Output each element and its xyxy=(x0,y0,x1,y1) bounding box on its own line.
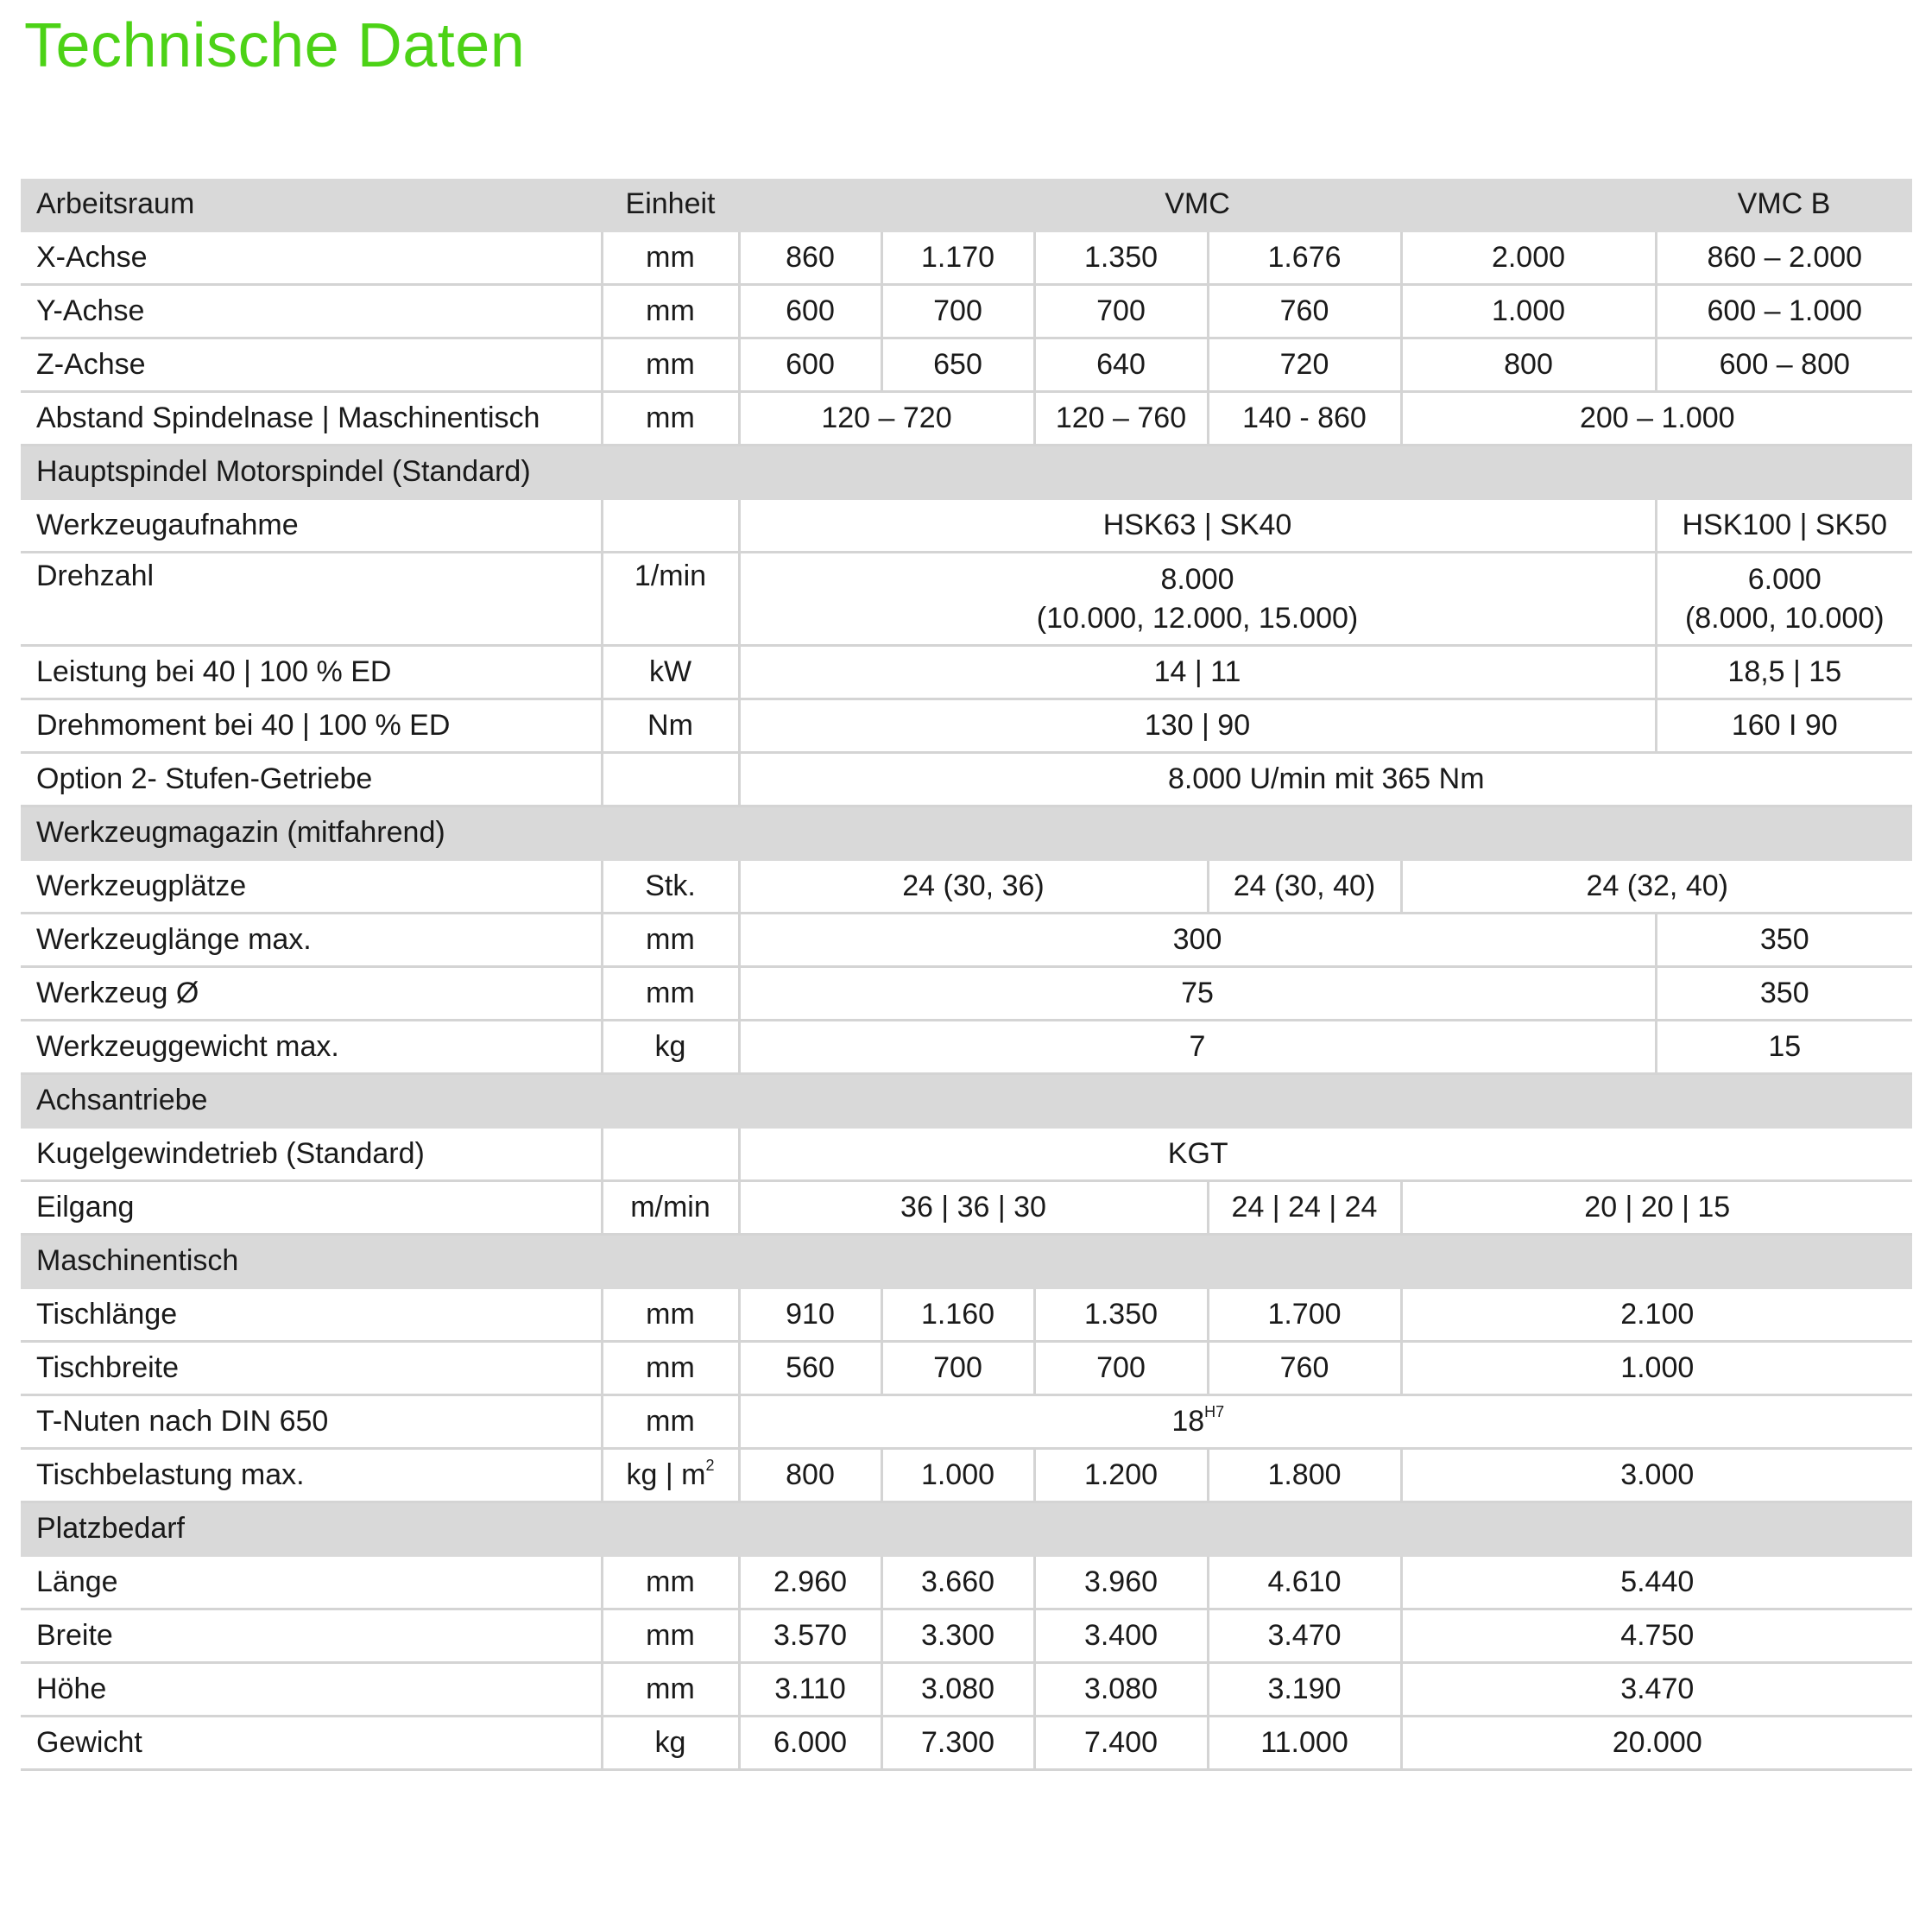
row-label: Drehmoment bei 40 | 100 % ED xyxy=(21,699,602,753)
page-title: Technische Daten xyxy=(24,11,526,80)
cell: 160 I 90 xyxy=(1656,699,1912,753)
cell: 1.000 xyxy=(1401,1342,1912,1395)
cell-superscript: H7 xyxy=(1204,1403,1225,1421)
row-label: Abstand Spindelnase | Maschinentisch xyxy=(21,392,602,446)
row-label: Werkzeug Ø xyxy=(21,967,602,1021)
row-unit: mm xyxy=(602,1395,739,1449)
row-label: Werkzeugplätze xyxy=(21,860,602,914)
section-title: Platzbedarf xyxy=(21,1502,1912,1556)
header-label: Arbeitsraum xyxy=(21,179,602,231)
cell: 6.000 xyxy=(739,1717,881,1770)
section-title: Achsantriebe xyxy=(21,1074,1912,1128)
row-unit: kg xyxy=(602,1021,739,1074)
unit-text: kg | m xyxy=(626,1458,706,1492)
cell: 3.960 xyxy=(1034,1556,1208,1609)
row-unit: mm xyxy=(602,1288,739,1342)
row-unit: mm xyxy=(602,392,739,446)
cell: 7.400 xyxy=(1034,1717,1208,1770)
cell: 120 – 760 xyxy=(1034,392,1208,446)
row-label: Option 2- Stufen-Getriebe xyxy=(21,753,602,806)
section-title: Hauptspindel Motorspindel (Standard) xyxy=(21,446,1912,499)
section-header xyxy=(21,1502,1912,1556)
row-label: Leistung bei 40 | 100 % ED xyxy=(21,646,602,699)
header-vmcb: VMC B xyxy=(1656,179,1912,231)
cell: 24 (30, 36) xyxy=(739,860,1208,914)
cell: 3.300 xyxy=(881,1609,1034,1663)
cell: 3.080 xyxy=(1034,1663,1208,1717)
cell: 7.300 xyxy=(881,1717,1034,1770)
unit-superscript: 2 xyxy=(705,1457,715,1475)
row-unit xyxy=(602,753,739,806)
table-row xyxy=(21,499,1912,553)
table-row xyxy=(21,914,1912,967)
row-label: T-Nuten nach DIN 650 xyxy=(21,1395,602,1449)
row-unit: mm xyxy=(602,1342,739,1395)
table-header-row xyxy=(21,179,1912,231)
cell: 3.400 xyxy=(1034,1609,1208,1663)
cell: 720 xyxy=(1208,338,1401,392)
row-label: Y-Achse xyxy=(21,285,602,338)
row-label: Werkzeugaufnahme xyxy=(21,499,602,553)
cell: 600 xyxy=(739,285,881,338)
table-row xyxy=(21,392,1912,446)
cell: 860 – 2.000 xyxy=(1656,231,1912,285)
table-row xyxy=(21,860,1912,914)
section-header xyxy=(21,806,1912,860)
cell: 3.570 xyxy=(739,1609,881,1663)
cell: 560 xyxy=(739,1342,881,1395)
row-label: Tischbelastung max. xyxy=(21,1449,602,1502)
row-unit: mm xyxy=(602,1609,739,1663)
cell: 3.190 xyxy=(1208,1663,1401,1717)
row-label: Breite xyxy=(21,1609,602,1663)
row-unit: kg xyxy=(602,1717,739,1770)
cell-line: (8.000, 10.000) xyxy=(1684,601,1885,635)
row-label: Gewicht xyxy=(21,1717,602,1770)
cell: 640 xyxy=(1034,338,1208,392)
cell: 75 xyxy=(739,967,1656,1021)
cell: 4.610 xyxy=(1208,1556,1401,1609)
table-row xyxy=(21,1395,1912,1449)
cell: 8.000 U/min mit 365 Nm xyxy=(739,753,1912,806)
cell: 1.000 xyxy=(881,1449,1034,1502)
cell: 4.750 xyxy=(1401,1609,1912,1663)
row-unit xyxy=(602,1449,739,1502)
section-header xyxy=(21,446,1912,499)
row-unit: mm xyxy=(602,914,739,967)
cell: 5.440 xyxy=(1401,1556,1912,1609)
row-label: Länge xyxy=(21,1556,602,1609)
cell-line: (10.000, 12.000, 15.000) xyxy=(1036,601,1359,635)
row-unit: Stk. xyxy=(602,860,739,914)
cell xyxy=(1656,553,1912,646)
row-label: Eilgang xyxy=(21,1181,602,1235)
cell: 120 – 720 xyxy=(739,392,1034,446)
table-row xyxy=(21,1556,1912,1609)
table-row xyxy=(21,231,1912,285)
table-row xyxy=(21,753,1912,806)
cell: 860 xyxy=(739,231,881,285)
cell: 140 - 860 xyxy=(1208,392,1401,446)
cell-value: 18 xyxy=(1171,1405,1205,1439)
cell: 20.000 xyxy=(1401,1717,1912,1770)
row-unit: mm xyxy=(602,285,739,338)
cell: 2.100 xyxy=(1401,1288,1912,1342)
cell: 1.350 xyxy=(1034,1288,1208,1342)
cell: 3.470 xyxy=(1208,1609,1401,1663)
row-label: Drehzahl xyxy=(21,553,602,646)
cell: KGT xyxy=(739,1128,1656,1181)
cell: 1.200 xyxy=(1034,1449,1208,1502)
table-row xyxy=(21,1021,1912,1074)
cell: 3.080 xyxy=(881,1663,1034,1717)
table-row xyxy=(21,646,1912,699)
cell: 760 xyxy=(1208,1342,1401,1395)
cell: 15 xyxy=(1656,1021,1912,1074)
row-label: Kugelgewindetrieb (Standard) xyxy=(21,1128,602,1181)
row-label: Z-Achse xyxy=(21,338,602,392)
cell: 700 xyxy=(881,285,1034,338)
cell: 1.000 xyxy=(1401,285,1656,338)
row-unit: mm xyxy=(602,231,739,285)
table-row xyxy=(21,1449,1912,1502)
row-unit: 1/min xyxy=(602,553,739,646)
table-row xyxy=(21,285,1912,338)
section-title: Werkzeugmagazin (mitfahrend) xyxy=(21,806,1912,860)
row-unit: m/min xyxy=(602,1181,739,1235)
table-row xyxy=(21,967,1912,1021)
cell: 600 xyxy=(739,338,881,392)
cell: 800 xyxy=(739,1449,881,1502)
row-label: X-Achse xyxy=(21,231,602,285)
table-row xyxy=(21,699,1912,753)
cell: 24 (32, 40) xyxy=(1401,860,1912,914)
table-row xyxy=(21,1181,1912,1235)
row-label: Tischbreite xyxy=(21,1342,602,1395)
row-unit: kW xyxy=(602,646,739,699)
row-unit xyxy=(602,1128,739,1181)
cell: 300 xyxy=(739,914,1656,967)
row-unit: mm xyxy=(602,967,739,1021)
cell: 800 xyxy=(1401,338,1656,392)
header-unit: Einheit xyxy=(602,179,739,231)
row-label: Tischlänge xyxy=(21,1288,602,1342)
spec-table xyxy=(21,179,1912,1771)
cell: 700 xyxy=(1034,1342,1208,1395)
cell: 130 | 90 xyxy=(739,699,1656,753)
section-title: Maschinentisch xyxy=(21,1235,1912,1288)
cell: HSK100 | SK50 xyxy=(1656,499,1912,553)
cell: 650 xyxy=(881,338,1034,392)
cell: 1.676 xyxy=(1208,231,1401,285)
cell: 350 xyxy=(1656,967,1912,1021)
table-row xyxy=(21,553,1912,646)
cell: 350 xyxy=(1656,914,1912,967)
row-label: Höhe xyxy=(21,1663,602,1717)
row-unit: mm xyxy=(602,1663,739,1717)
section-header xyxy=(21,1235,1912,1288)
cell: 18,5 | 15 xyxy=(1656,646,1912,699)
cell: 24 (30, 40) xyxy=(1208,860,1401,914)
row-unit: Nm xyxy=(602,699,739,753)
cell: 1.800 xyxy=(1208,1449,1401,1502)
cell: 7 xyxy=(739,1021,1656,1074)
table-row xyxy=(21,1128,1912,1181)
row-unit: mm xyxy=(602,1556,739,1609)
cell: 1.350 xyxy=(1034,231,1208,285)
cell-empty xyxy=(1656,1128,1912,1181)
cell: 760 xyxy=(1208,285,1401,338)
cell: 700 xyxy=(881,1342,1034,1395)
table-row xyxy=(21,338,1912,392)
cell: HSK63 | SK40 xyxy=(739,499,1656,553)
row-label: Werkzeuglänge max. xyxy=(21,914,602,967)
table-row xyxy=(21,1609,1912,1663)
section-header xyxy=(21,1074,1912,1128)
table-row xyxy=(21,1342,1912,1395)
cell: 1.170 xyxy=(881,231,1034,285)
table-row xyxy=(21,1663,1912,1717)
cell-empty xyxy=(1656,1395,1912,1449)
table-row xyxy=(21,1288,1912,1342)
cell xyxy=(739,553,1656,646)
cell: 2.960 xyxy=(739,1556,881,1609)
cell: 2.000 xyxy=(1401,231,1656,285)
cell: 36 | 36 | 30 xyxy=(739,1181,1208,1235)
cell-line: 8.000 xyxy=(1160,563,1234,597)
cell: 200 – 1.000 xyxy=(1401,392,1912,446)
cell-line: 6.000 xyxy=(1747,563,1822,597)
cell: 1.700 xyxy=(1208,1288,1401,1342)
row-unit xyxy=(602,499,739,553)
cell: 11.000 xyxy=(1208,1717,1401,1770)
cell: 600 – 1.000 xyxy=(1656,285,1912,338)
cell: 3.110 xyxy=(739,1663,881,1717)
cell: 20 | 20 | 15 xyxy=(1401,1181,1912,1235)
cell: 600 – 800 xyxy=(1656,338,1912,392)
header-vmc: VMC xyxy=(739,179,1656,231)
cell: 24 | 24 | 24 xyxy=(1208,1181,1401,1235)
cell: 1.160 xyxy=(881,1288,1034,1342)
row-unit: mm xyxy=(602,338,739,392)
row-label: Werkzeuggewicht max. xyxy=(21,1021,602,1074)
table-row xyxy=(21,1717,1912,1770)
cell: 3.470 xyxy=(1401,1663,1912,1717)
cell xyxy=(739,1395,1656,1449)
cell: 700 xyxy=(1034,285,1208,338)
cell: 910 xyxy=(739,1288,881,1342)
cell: 3.660 xyxy=(881,1556,1034,1609)
cell: 3.000 xyxy=(1401,1449,1912,1502)
cell: 14 | 11 xyxy=(739,646,1656,699)
